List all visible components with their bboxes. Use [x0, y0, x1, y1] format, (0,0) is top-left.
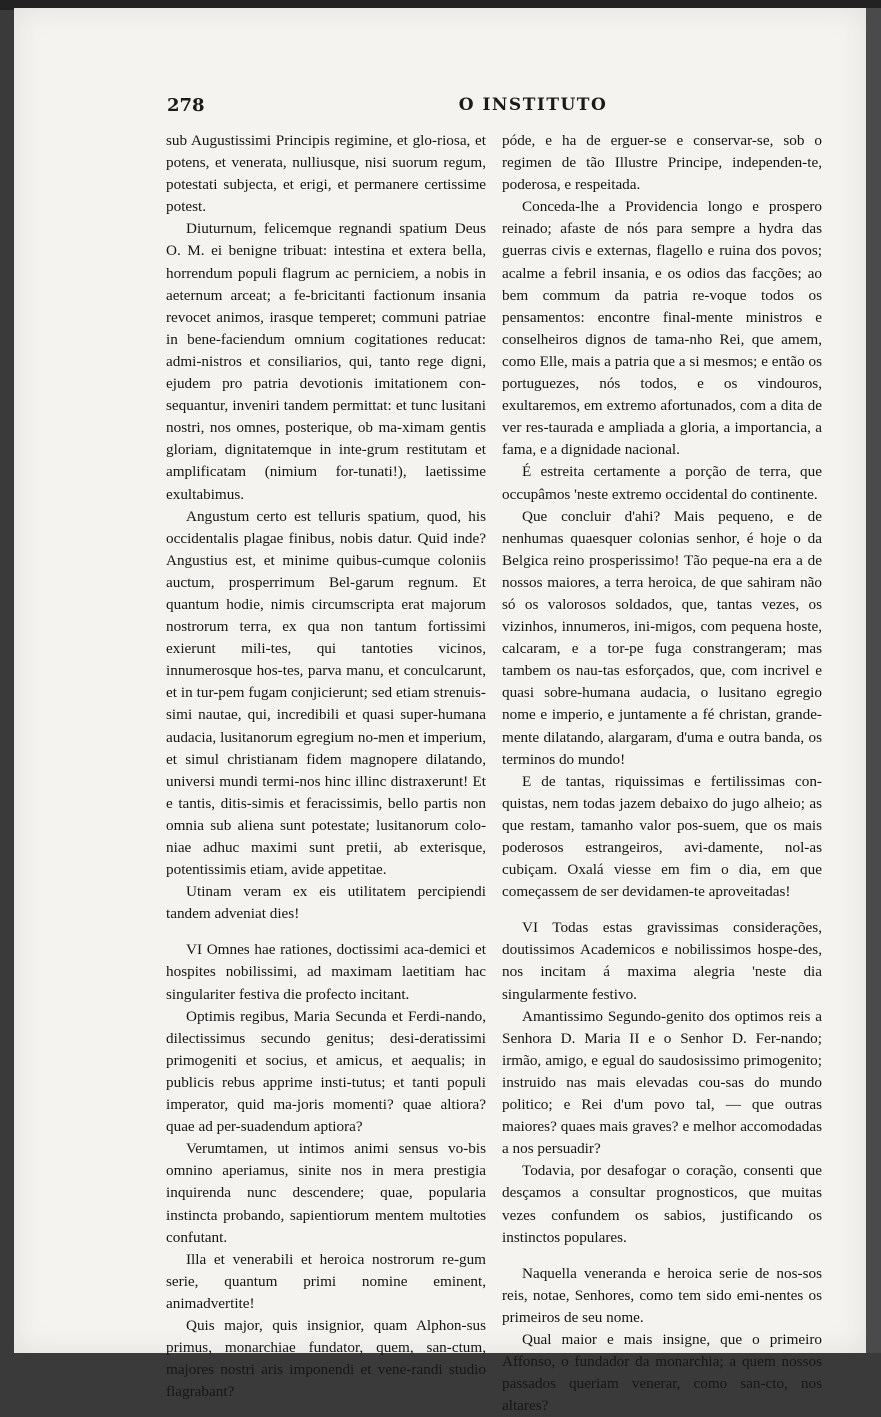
latin-paragraph: Utinam veram ex eis utilitatem percipiendi tandem adveniat dies! [166, 883, 486, 923]
portuguese-column [502, 130, 822, 1417]
portuguese-paragraph: Que concluir d'ahi? Mais pequeno, e de nenhumas quaesquer colonias senhor, é hoje o da Belgica reino prosperissimo! Tão peque-na era a de nossos maiores, a terra heroica, de que sahiram não só os valorosos soldados, que, tantas vezes, os vizinhos, innumeros, ini-migos, com pequena hoste, calcaram, e a tor-pe fuga constrangeram; mas tambem os nau-tas esforçados, que, com incrivel e quasi sobre-humana audacia, o lusitano egregio nome e imperio, e juntamente a fé christan, grande-mente dilatando, alargaram, d'uma e outra banda, os terminos do mundo! [502, 507, 822, 768]
latin-paragraph: Optimis regibus, Maria Secunda et Ferdi-nando, dilectissimus secundo genitus; desi-deratissimi primogeniti et socius, et amicus, et aequalis; in publicis rebus apprime insti-tutus; et tanti populi imperator, quid ma-joris momenti? quae altiora? quae ad per-suadendum aptiora? [166, 1007, 486, 1136]
latin-column [166, 130, 486, 1403]
portuguese-paragraph: Amantissimo Segundo-genito dos optimos reis a Senhora D. Maria II e o Senhor D. Fer-nando; irmão, amigo, e egual do saudosissimo primogenito; instruido nas mais elevadas cou-sas do mundo politico; e Rei d'um povo tal, — que outras maiores? quaes mais graves? e melhor accomodadas a nos persuadir? [502, 1007, 822, 1158]
portuguese-paragraph: É estreita certamente a porção de terra, que occupâmos 'neste extremo occidental do continente. [502, 463, 822, 503]
latin-paragraph: Quis major, quis insignior, quam Alphon-sus primus, monarchiae fundator, quem, san-ctum, majores nostri aris imponendi et vene-randi studio flagrabant? [166, 1316, 486, 1401]
latin-paragraph: Verumtamen, ut intimos animi sensus vo-bis omnino aperiamus, sinite nos in mera prestigia inquirenda nunc descendere; quae, popularia instincta probando, sapientiorum mentem multoties confutant. [166, 1140, 486, 1246]
portuguese-section-paragraph: VI Todas estas gravissimas considerações, doutissimos Academicos e nobilissimos hospe-des, nos incitam á maxima alegria 'neste dia singularmente festivo. [502, 919, 822, 1003]
portuguese-paragraph: Qual maior e mais insigne, que o primeiro Affonso, o fundador da monarchia; a quem nossos passados queriam venerar, como san-cto, nos altares? [502, 1330, 822, 1415]
latin-paragraph: Illa et venerabili et heroica nostrorum re-gum serie, quantum primi nomine eminent, animadvertite! [166, 1250, 486, 1312]
portuguese-paragraph: E de tantas, riquissimas e fertilissimas con-quistas, nem todas jazem debaixo do jugo alheio; as que restam, tamanho valor pos-suem, que os mais poderosos estrangeiros, avi-damente, nol-as cubiçam. Oxalá viesse em fim o dia, em que começassem de ser devidamen-te aproveitadas! [502, 772, 822, 901]
latin-paragraph: Diuturnum, felicemque regnandi spatium Deus O. M. ei benigne tribuat: intestina et extera bella, horrendum populi flagrum ac perniciem, a nobis in aeternum arceat; a fe-bricitanti factionum insania revocet animos, irasque temperet; communi patriae in bene-faciendum omnium cogitationes reducat: admi-nistros et consiliarios, qui, tanto rege digni, ejudem pro patria devotionis imitationem con-sequantur, inveniri tandem permittat: et tunc lusitani nostri, nos omnes, posterique, ob ma-ximam gentis gloriam, dignitatemque in inte-grum restitutam et amplificatam (nimium for-tunati!), laetissime exultabimus. [166, 220, 486, 503]
latin-paragraph: sub Augustissimi Principis regimine, et glo-riosa, et potens, et venerata, nulliusque, nisi suorum regum, potestati subjecta, et erigi, et permanere certissime potest. [166, 132, 486, 216]
latin-section-paragraph: VI Omnes hae rationes, doctissimi aca-demici et hospites nobilissimi, ad maximam laetitiam hac singulariter festiva die profecto incitant. [166, 941, 486, 1003]
page-number: 278 [167, 95, 205, 116]
portuguese-paragraph: Conceda-lhe a Providencia longo e prospero reinado; afaste de nós para sempre a hydra das guerras civis e externas, flagello e ruina dos povos; acalme a febril insania, e os odios das facções; ao bem commum da patria re-voque todos os pensamentos: encontre final-mente ministros e conselheiros dignos de tama-nho Rei, que amem, como Elle, mais a patria que a si mesmos; e então os portuguezes, nós todos, e os vindouros, exultaremos, em extremo afortunados, com a dita de ver res-taurada e ampliada a gloria, a importancia, a fama, e a dignidade nacional. [502, 198, 822, 459]
scan-right-edge [866, 8, 881, 1353]
portuguese-paragraph: Todavia, por desafogar o coração, consenti que desçamos a consultar prognosticos, que muitas vezes confundem os sabios, justificando os instinctos populares. [502, 1162, 822, 1246]
page-header [153, 95, 823, 119]
portuguese-paragraph: póde, e ha de erguer-se e conservar-se, sob o regimen de tão Illustre Principe, independen-te, poderosa, e respeitada. [502, 132, 822, 194]
portuguese-section-paragraph: Naquella veneranda e heroica serie de nos-sos reis, notae, Senhores, como tem sido emi-nentes os primeiros de seu nome. [502, 1264, 822, 1326]
running-title: O INSTITUTO [458, 95, 608, 115]
latin-paragraph: Angustum certo est telluris spatium, quod, his occidentalis plagae finibus, nobis datur. Quid inde? Angustius est, et minime quibus-cumque coloniis auctum, prosperrimum Bel-garum regnum. Et quantum hodie, nimis circumscripta erat majorum nostrorum terra, ex qua non tantum fortissimi exierunt mili-tes, qui tantoties vicinos, innumerosque hos-tes, parva manu, et conculcarunt, et in tur-pem fugam conjicierunt; sed etiam strenuis-simi nautae, qui, incredibili et quasi super-humana audacia, lusitanorum egregium no-men et imperium, et simul christianam fidem magnopere dilatando, universi mundi termi-nos hinc illinc distraxerunt! Et e tantis, ditis-simis et feracissimis, bello partis non omnia sub aliena sunt potestate; lusitanorum colo-niae adhuc maximi sunt pretii, ab exterisque, potentissimis etiam, avide appetitae. [166, 507, 486, 879]
